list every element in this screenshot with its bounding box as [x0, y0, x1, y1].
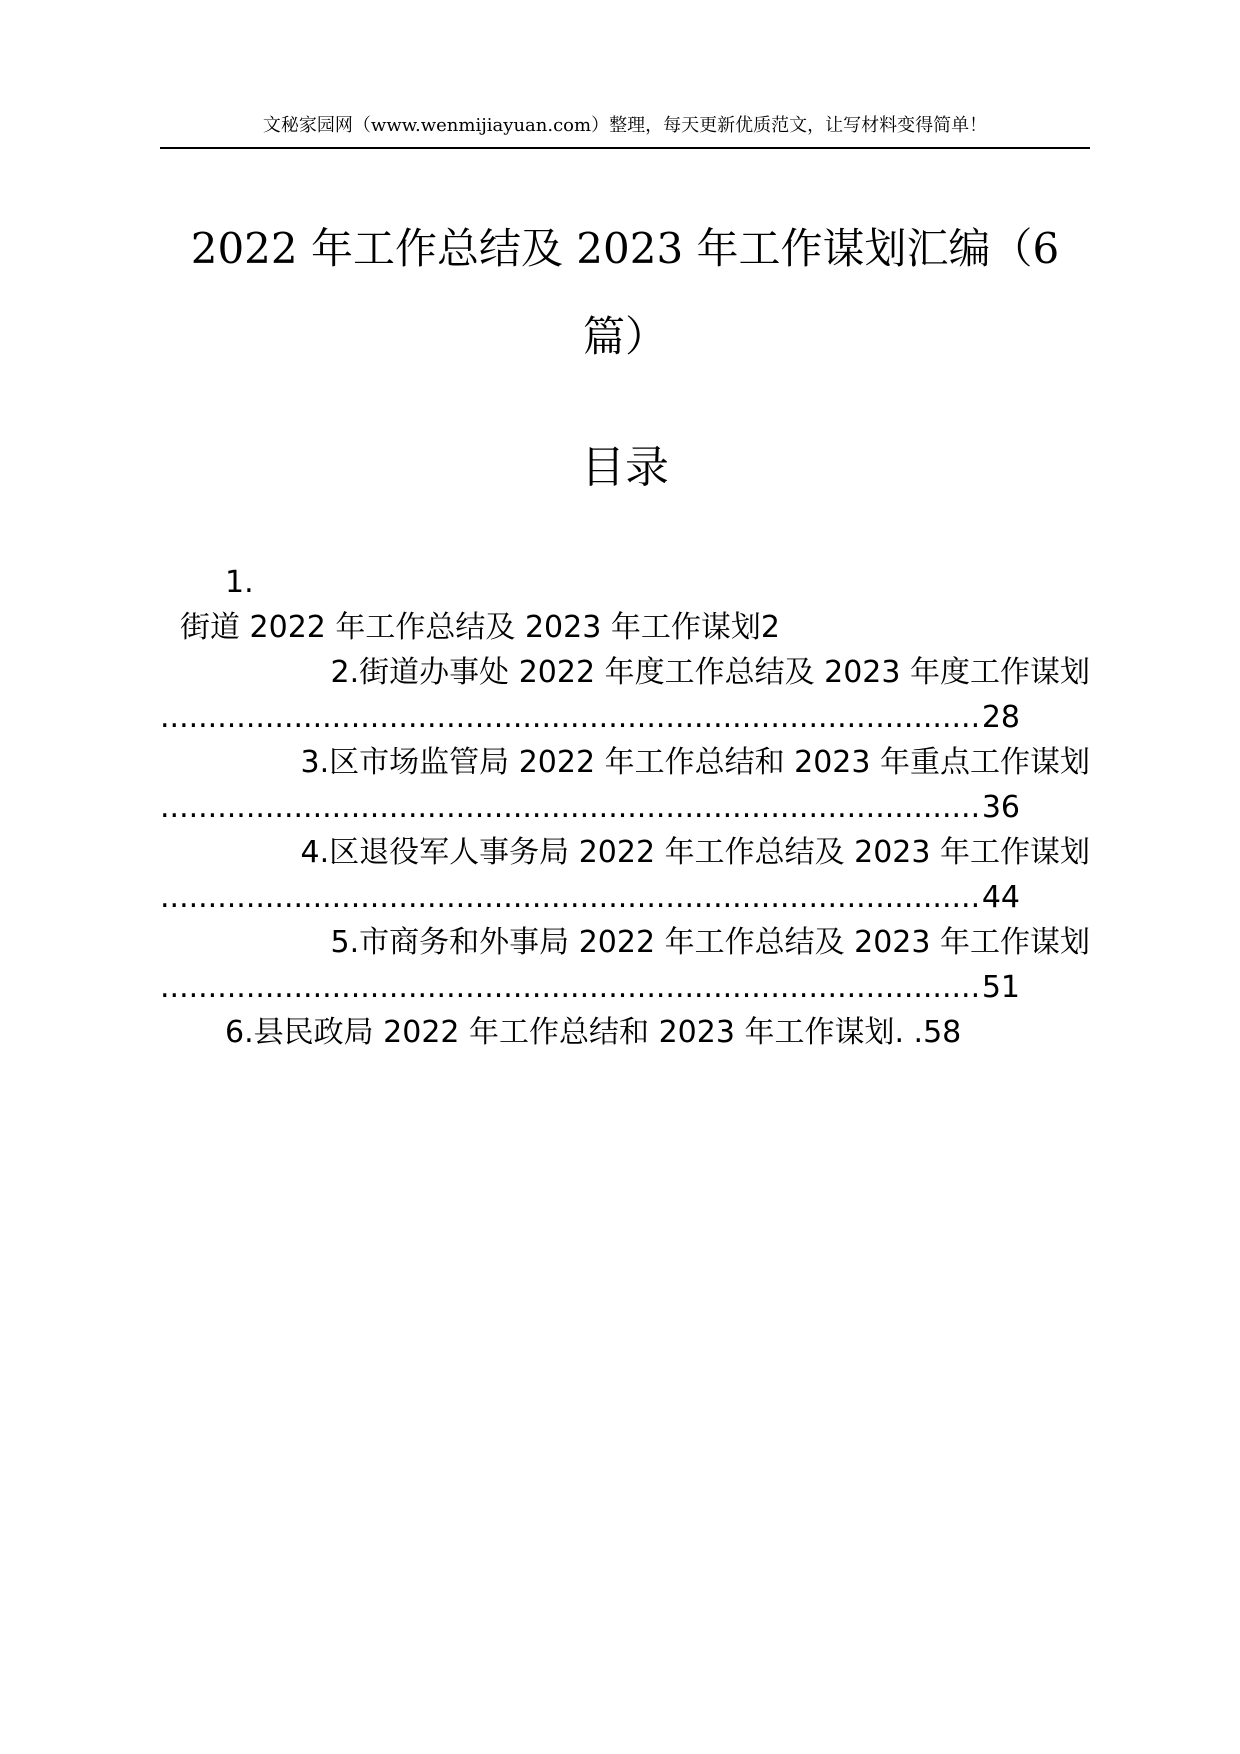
toc-entry[interactable] [160, 1010, 1090, 1055]
toc-entry-leader [160, 965, 1020, 1010]
header-text: 文秘家园网（www.wenmijiayuan.com）整理，每天更新优质范文，让写材料变得简单！ [262, 115, 988, 136]
toc-entry-line [160, 605, 1090, 650]
toc-dot-leader [160, 785, 982, 830]
toc-entry-number: 3. [300, 745, 330, 780]
toc-entry-title: 区退役军人事务局 2022 年工作总结及 2023 年工作谋划 [329, 835, 1090, 870]
toc-dot-leader [160, 695, 982, 740]
toc-entry[interactable] [160, 560, 1090, 650]
toc-entry-number: 4. [300, 835, 330, 870]
toc-entry-line [160, 920, 1090, 965]
toc-entry-title: 市商务和外事局 2022 年工作总结及 2023 年工作谋划 [359, 925, 1090, 960]
toc-entry-number: 1. [225, 565, 254, 600]
toc-dot-leader: . . [894, 1015, 924, 1050]
page-header [160, 112, 1090, 140]
toc-dot-leader [160, 965, 982, 1010]
toc-entry-title: 县民政局 2022 年工作总结和 2023 年工作谋划 [253, 1015, 895, 1050]
toc-entry-page: 2 [760, 610, 780, 645]
header-divider [160, 147, 1090, 149]
toc-entry-line [160, 650, 1090, 695]
toc-entry-page: 36 [981, 790, 1020, 825]
toc-entry-title: 区市场监管局 2022 年工作总结和 2023 年重点工作谋划 [329, 745, 1090, 780]
document-title-line-2: 篇） [582, 312, 667, 361]
toc-entry[interactable] [160, 740, 1090, 830]
toc-entry-number: 2. [330, 655, 360, 690]
toc-entry[interactable] [160, 830, 1090, 920]
toc-entry-number: 6. [225, 1015, 254, 1050]
toc-entry[interactable] [160, 650, 1090, 740]
document-title-line-1: 2022 年工作总结及 2023 年工作谋划汇编（6 [190, 224, 1060, 273]
table-of-contents [160, 560, 1090, 1055]
toc-entry-page: 28 [981, 700, 1020, 735]
toc-entry-line [160, 740, 1090, 785]
toc-entry-page: 51 [981, 970, 1020, 1005]
toc-entry-title: 街道办事处 2022 年度工作总结及 2023 年度工作谋划 [359, 655, 1090, 690]
toc-entry-line [160, 1010, 1090, 1055]
toc-entry-leader [160, 695, 1020, 740]
toc-heading: 目录 [581, 442, 669, 493]
toc-entry-title: 街道 2022 年工作总结及 2023 年工作谋划 [180, 610, 761, 645]
toc-entry-leader [160, 785, 1020, 830]
toc-entry-page: 44 [981, 880, 1020, 915]
document-title [160, 205, 1090, 381]
toc-entry-page: 58 [923, 1015, 962, 1050]
toc-entry-leader [160, 875, 1020, 920]
toc-entry[interactable] [160, 920, 1090, 1010]
toc-entry-line [160, 830, 1090, 875]
toc-entry-number: 5. [330, 925, 360, 960]
toc-dot-leader [160, 875, 982, 920]
